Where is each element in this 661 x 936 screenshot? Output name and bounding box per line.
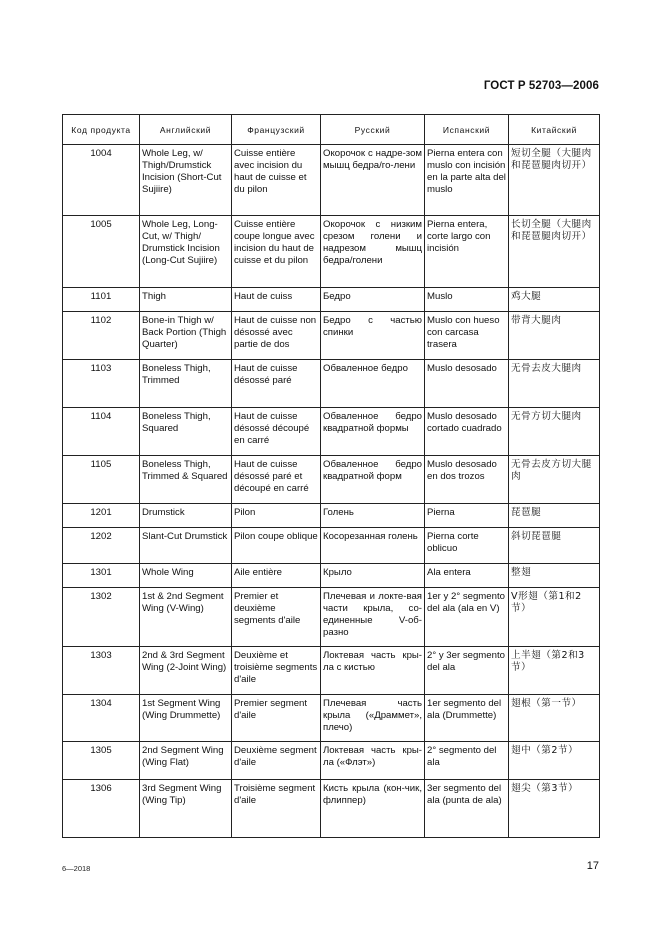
cell-code: 1303	[63, 647, 140, 695]
cell-french: Pilon coupe oblique	[232, 528, 321, 564]
cell-spanish: 1er segmento del ala (Drummette)	[425, 695, 509, 742]
cell-chinese: 无骨去皮大腿肉	[509, 360, 600, 408]
cell-french: Deuxième segment d'aile	[232, 742, 321, 780]
cell-english: 1st Segment Wing (Wing Drummette)	[140, 695, 232, 742]
cell-code: 1105	[63, 456, 140, 504]
table-row	[63, 456, 600, 504]
cell-russian: Локтевая часть кры-ла с кистью	[321, 647, 425, 695]
cell-chinese: 短切全腿（大腿肉和琵琶腿肉切开）	[509, 145, 600, 216]
cell-french: Premier segment d'aile	[232, 695, 321, 742]
cell-english: Boneless Thigh, Trimmed	[140, 360, 232, 408]
cell-russian: Окорочок с низким срезом голени и надрезом мышц бедра/голени	[321, 216, 425, 288]
header-chinese: Китайский	[509, 115, 600, 145]
cell-spanish: Muslo desosado cortado cuadrado	[425, 408, 509, 456]
cell-russian: Крыло	[321, 564, 425, 588]
cell-french: Aile entière	[232, 564, 321, 588]
cell-chinese: 带背大腿肉	[509, 312, 600, 360]
cell-chinese: 整翅	[509, 564, 600, 588]
cell-english: 2nd & 3rd Segment Wing (2-Joint Wing)	[140, 647, 232, 695]
cell-english: Boneless Thigh, Trimmed & Squared	[140, 456, 232, 504]
cell-english: 1st & 2nd Segment Wing (V-Wing)	[140, 588, 232, 647]
cell-english: Whole Leg, w/ Thigh/Drumstick Incision (Short-Cut Sujiire)	[140, 145, 232, 216]
table-row	[63, 695, 600, 742]
cell-english: Boneless Thigh, Squared	[140, 408, 232, 456]
cell-code: 1101	[63, 288, 140, 312]
cell-chinese: 鸡大腿	[509, 288, 600, 312]
cell-english: Bone-in Thigh w/ Back Portion (Thigh Quarter)	[140, 312, 232, 360]
cell-spanish: 3er segmento del ala (punta de ala)	[425, 780, 509, 838]
page-number: 17	[586, 860, 599, 872]
cell-french: Haut de cuisse désossé paré et découpé en carré	[232, 456, 321, 504]
cell-russian: Плечевая и локте-вая части крыла, со-единенные V-об-разно	[321, 588, 425, 647]
cell-spanish: Pierna corte oblicuo	[425, 528, 509, 564]
cell-chinese: 翅根（第一节）	[509, 695, 600, 742]
cell-russian: Голень	[321, 504, 425, 528]
cell-russian: Бедро с частью спинки	[321, 312, 425, 360]
cell-russian: Кисть крыла (кон-чик, флиппер)	[321, 780, 425, 838]
cell-chinese: 上半翅（第2和3节）	[509, 647, 600, 695]
header-english: Английский	[140, 115, 232, 145]
table-row	[63, 742, 600, 780]
cell-spanish: 2° y 3er segmento del ala	[425, 647, 509, 695]
cell-spanish: Pierna entera con muslo con incisión en la parte alta del muslo	[425, 145, 509, 216]
cell-russian: Локтевая часть кры-ла («Флэт»)	[321, 742, 425, 780]
cell-french: Haut de cuiss	[232, 288, 321, 312]
cell-french: Cuisse entière coupe longue avec incision du haut de cuisse et du pilon	[232, 216, 321, 288]
cell-english: Slant-Cut Drumstick	[140, 528, 232, 564]
cell-chinese: 翅中（第2节）	[509, 742, 600, 780]
table-row	[63, 360, 600, 408]
cell-spanish: 1er y 2° segmento del ala (ala en V)	[425, 588, 509, 647]
table-row	[63, 780, 600, 838]
cell-english: 3rd Segment Wing (Wing Tip)	[140, 780, 232, 838]
cell-code: 1305	[63, 742, 140, 780]
cell-french: Troisième segment d'aile	[232, 780, 321, 838]
table-row	[63, 288, 600, 312]
table-row	[63, 312, 600, 360]
header-french: Французский	[232, 115, 321, 145]
cell-spanish: Muslo	[425, 288, 509, 312]
cell-code: 1301	[63, 564, 140, 588]
header-code: Код продукта	[63, 115, 140, 145]
cell-code: 1306	[63, 780, 140, 838]
cell-spanish: Pierna	[425, 504, 509, 528]
cell-code: 1104	[63, 408, 140, 456]
cell-chinese: 斜切琵琶腿	[509, 528, 600, 564]
cell-russian: Обваленное бедро квадратной форм	[321, 456, 425, 504]
table-row	[63, 408, 600, 456]
cell-code: 1004	[63, 145, 140, 216]
cell-english: Whole Wing	[140, 564, 232, 588]
cell-code: 1202	[63, 528, 140, 564]
cell-english: Drumstick	[140, 504, 232, 528]
cell-spanish: Muslo con hueso con carcasa trasera	[425, 312, 509, 360]
cell-code: 1302	[63, 588, 140, 647]
cell-french: Haut de cuisse désossé découpé en carré	[232, 408, 321, 456]
header-russian: Русский	[321, 115, 425, 145]
cell-code: 1005	[63, 216, 140, 288]
footer-edition: 6—2018	[62, 864, 91, 873]
cell-russian: Бедро	[321, 288, 425, 312]
cell-french: Cuisse entière avec incision du haut de cuisse et du pilon	[232, 145, 321, 216]
cell-chinese: 翅尖（第3节）	[509, 780, 600, 838]
cell-spanish: Muslo desosado en dos trozos	[425, 456, 509, 504]
cell-chinese: 无骨去皮方切大腿肉	[509, 456, 600, 504]
table-row	[63, 588, 600, 647]
table-row	[63, 564, 600, 588]
table-row	[63, 145, 600, 216]
cell-french: Haut de cuisse désossé paré	[232, 360, 321, 408]
cell-french: Haut de cuisse non désossé avec partie de dos	[232, 312, 321, 360]
cell-french: Deuxième et troisième segments d'aile	[232, 647, 321, 695]
header-spanish: Испанский	[425, 115, 509, 145]
cell-spanish: Pierna entera, corte largo con incisión	[425, 216, 509, 288]
cell-english: Whole Leg, Long-Cut, w/ Thigh/ Drumstick Incision (Long-Cut Sujiire)	[140, 216, 232, 288]
cell-code: 1102	[63, 312, 140, 360]
cell-russian: Обваленное бедро квадратной формы	[321, 408, 425, 456]
table-header-row	[63, 115, 600, 145]
cell-french: Pilon	[232, 504, 321, 528]
cell-chinese: 长切全腿（大腿肉和琵琶腿肉切开）	[509, 216, 600, 288]
table-row	[63, 504, 600, 528]
table-row	[63, 647, 600, 695]
cell-french: Premier et deuxième segments d'aile	[232, 588, 321, 647]
cell-spanish: Ala entera	[425, 564, 509, 588]
cell-code: 1103	[63, 360, 140, 408]
standard-header: ГОСТ Р 52703—2006	[483, 80, 599, 92]
cell-code: 1304	[63, 695, 140, 742]
cell-russian: Плечевая часть крыла («Драммет», плечо)	[321, 695, 425, 742]
cell-chinese: 琵琶腿	[509, 504, 600, 528]
cell-spanish: Muslo desosado	[425, 360, 509, 408]
cell-english: Thigh	[140, 288, 232, 312]
cell-code: 1201	[63, 504, 140, 528]
product-codes-table	[62, 114, 600, 838]
cell-russian: Косорезанная голень	[321, 528, 425, 564]
cell-spanish: 2° segmento del ala	[425, 742, 509, 780]
cell-chinese: V形翅（第1和2节）	[509, 588, 600, 647]
cell-english: 2nd Segment Wing (Wing Flat)	[140, 742, 232, 780]
cell-chinese: 无骨方切大腿肉	[509, 408, 600, 456]
table-row	[63, 528, 600, 564]
cell-russian: Окорочок с надре-зом мышц бедра/го-лени	[321, 145, 425, 216]
cell-russian: Обваленное бедро	[321, 360, 425, 408]
table-row	[63, 216, 600, 288]
